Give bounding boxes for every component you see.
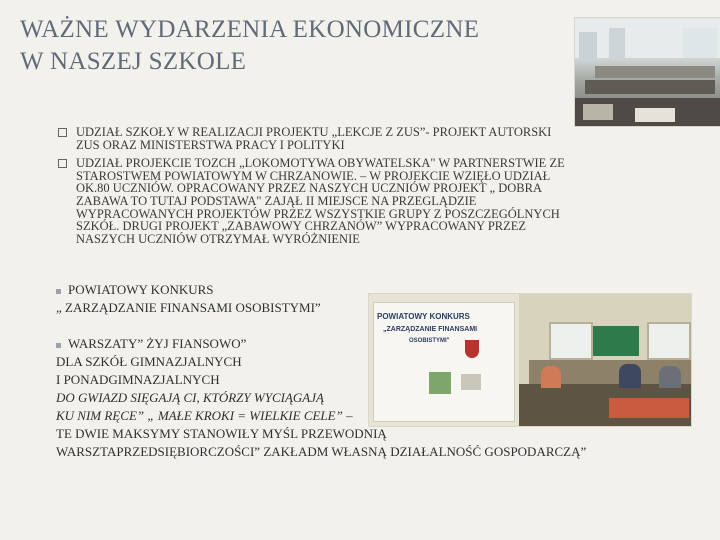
checkbox-bullet-icon (58, 159, 67, 168)
square-bullet-icon (56, 289, 61, 294)
konkurs-title: POWIATOWY KONKURS (68, 282, 214, 297)
checkbox-bullet-icon (58, 128, 67, 137)
warsztaty-line-5: KU NIM RĘCE” „ MAŁE KROKI = WIELKIE CELE” – (56, 408, 353, 423)
bullet-line: SZKÓŁ. DRUGI PROJEKT „ZABAWOWY CHRZANÓW” WYPRACOWANY PRZEZ (76, 219, 527, 234)
bullet-line: OK.80 UCZNIÓW. OPRACOWANY PRZEZ NASZYCH UCZNIÓW PROJEKT „ DOBRA (76, 181, 542, 196)
warsztaty-line-3: I PONADGIMNAZJALNYCH (56, 372, 220, 387)
bullet-list (58, 126, 678, 245)
bullet-line: UDZIAŁ SZKOŁY W REALIZACJI PROJEKTU „LEKCJE Z ZUS”- PROJEKT AUTORSKI (76, 125, 552, 139)
warsztaty-line-4: DO GWIAZD SIĘGAJĄ CI, KTÓRZY WYCIĄGAJĄ (56, 390, 324, 405)
warsztaty-line-7: WARSZTAPRZEDSIĘBIORCZOŚCI” ZAKŁADM WŁASNĄ DZIAŁALNOŚĆ GOSPODARCZĄ” (56, 444, 587, 459)
poster-subtitle-2: OSOBISTYMI" (409, 338, 450, 344)
bullet-line: ZUS ORAZ MINISTERSTWA PRACY I POLITYKI (76, 137, 345, 152)
bullet-item-lokomotywa (58, 157, 678, 245)
bullet-item-zus (58, 126, 678, 151)
classroom-photo-top (574, 17, 720, 127)
warsztaty-line-1 (56, 335, 696, 353)
warsztaty-title: WARSZATY” ŻYJ FIANSOWO” (68, 336, 247, 351)
konkurs-line-2: „ ZARZĄDZANIE FINANSAMI OSOBISTYMI” (56, 300, 321, 315)
slide-title (20, 14, 580, 78)
bullet-line: STAROSTWEM POWIATOWYM W CHRZANOWIE. – W PROJEKCIE WZIĘŁO UDZIAŁ (76, 168, 551, 183)
title-line-2: W NASZEJ SZKOLE (20, 48, 247, 75)
bullet-line: ZABAWA TO TUTAJ PODSTAWA" ZAJĄŁ II MIEJSCE NA PRZEGLĄDZIE (76, 193, 477, 208)
poster-title: POWIATOWY KONKURS (377, 312, 470, 321)
bullet-line: WYPRACOWANYCH PROJEKTÓW PRZEZ WSZYSTKIE GRUPY Z POSZCZEGÓLNYCH (76, 206, 560, 221)
warsztaty-line-6: TE DWIE MAKSYMY STANOWIŁY MYŚL PRZEWODNIĄ (56, 426, 387, 441)
bullet-line: NASZYCH UCZNIÓW OTRZYMAŁ WYRÓŻNIENIE (76, 231, 360, 246)
warsztaty-line-2: DLA SZKÓŁ GIMNAZJALNYCH (56, 354, 242, 369)
square-bullet-icon (56, 343, 61, 348)
title-line-1: WAŻNE WYDARZENIA EKONOMICZNE (20, 16, 480, 43)
bullet-line: UDZIAŁ PROJEKCIE TOZCH „LOKOMOTYWA OBYWATELSKA" W PARTNERSTWIE ZE (76, 156, 565, 171)
poster-subtitle: „ZARZĄDZANIE FINANSAMI (383, 326, 478, 333)
warsztaty-block (56, 335, 696, 461)
